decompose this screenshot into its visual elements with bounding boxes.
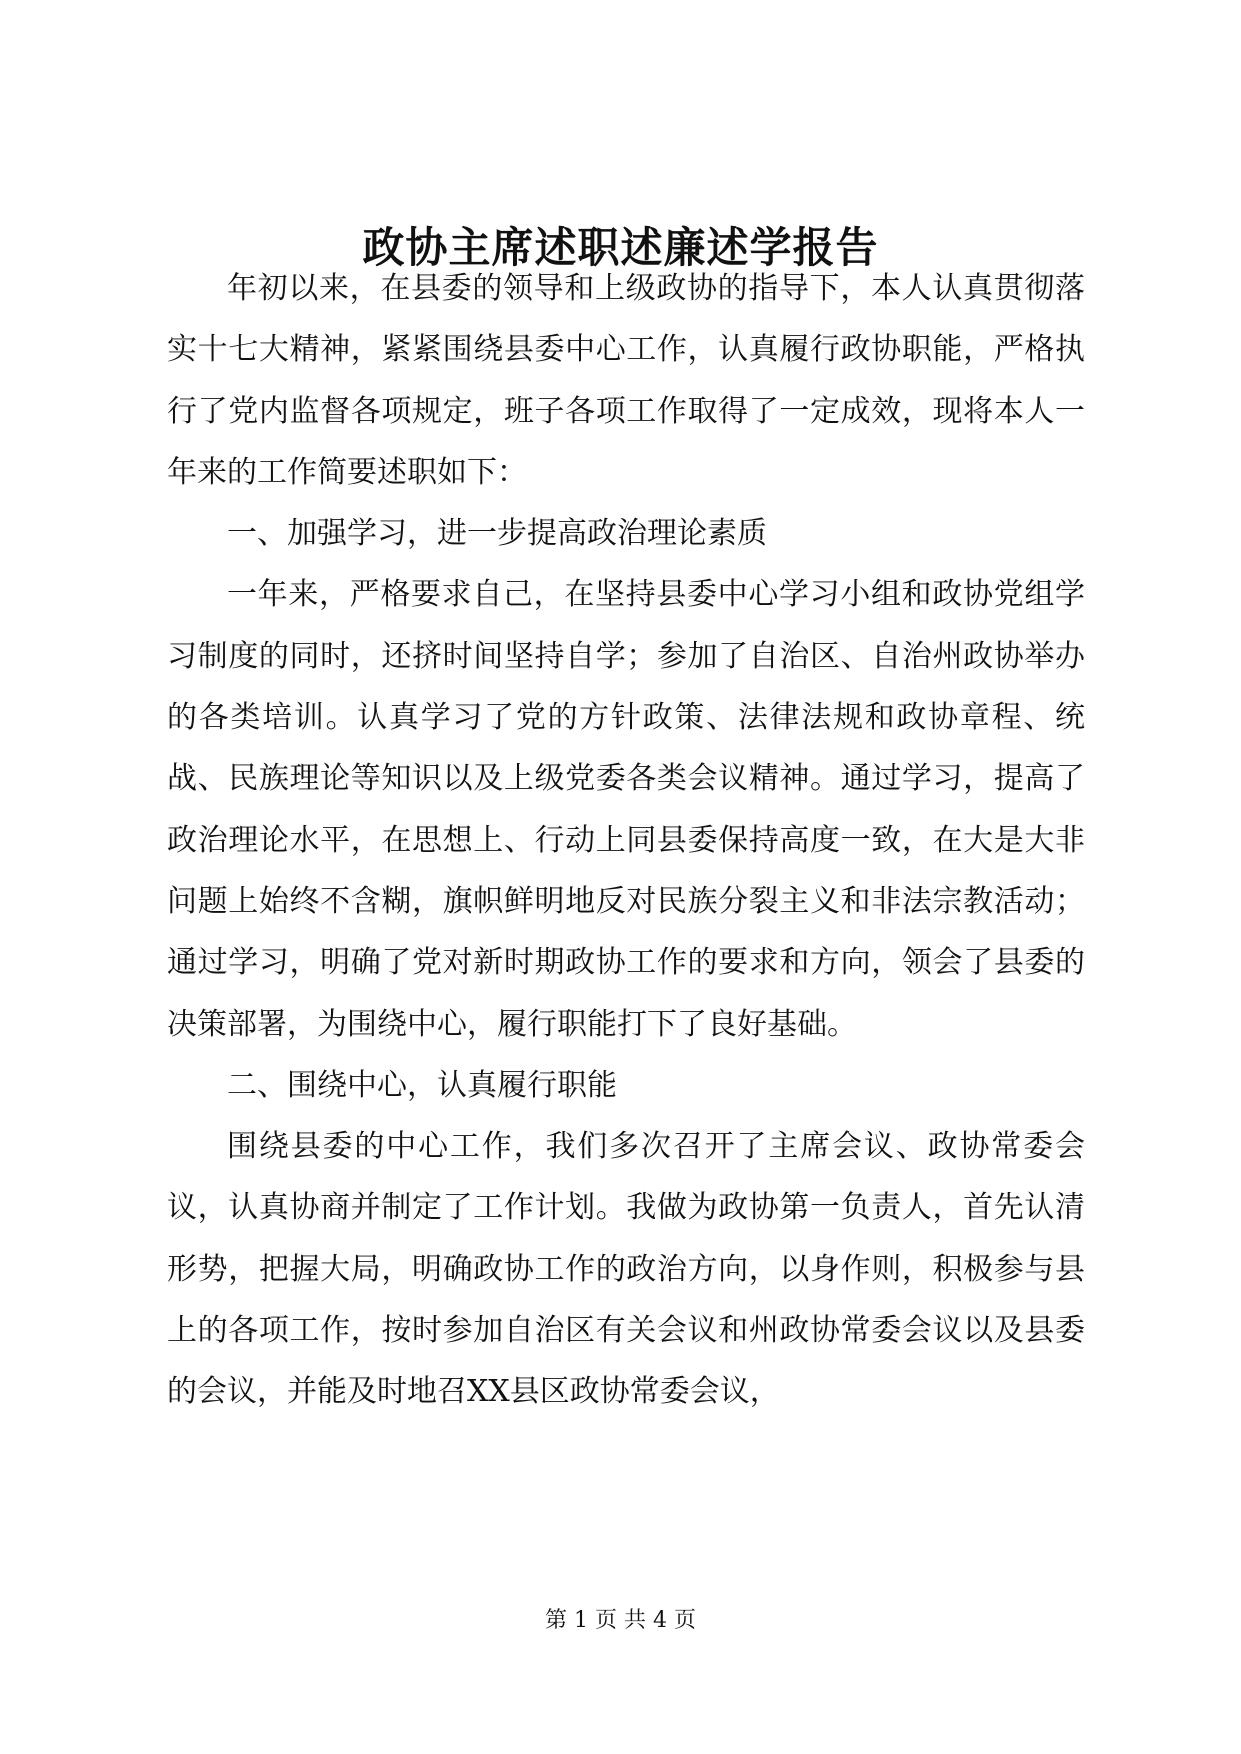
paragraph-duties: 围绕县委的中心工作，我们多次召开了主席会议、政协常委会议，认真协商并制定了工作计划。我做为政协第一负责人，首先认清形势，把握大局，明确政协工作的政治方向，以身作则，积极参与县上的各项工作，按时参加自治区有关会议和州政协常委会议以及县委的会议，并能及时地召XX县区政协常委会议， xyxy=(167,1129,1085,1410)
document-title: 政协主席述职述廉述学报告 xyxy=(362,223,879,272)
paragraph-study: 一年来，严格要求自己，在坚持县委中心学习小组和政协党组学习制度的同时，还挤时间坚持自学；参加了自治区、自治州政协举办的各类培训。认真学习了党的方针政策、法律法规和政协章程、统战、民族理论等知识以及上级党委各类会议精神。通过学习，提高了政治理论水平，在思想上、行动上同县委保持高度一致，在大是大非问题上始终不含糊，旗帜鲜明地反对民族分裂主义和非法宗教活动；通过学习，明确了党对新时期政协工作的要求和方向，领会了县委的决策部署，为围绕中心，履行职能打下了良好基础。 xyxy=(167,577,1085,1042)
page-number-footer: 第 1 页 共 4 页 xyxy=(545,1608,696,1633)
section-heading-1: 一、加强学习，进一步提高政治理论素质 xyxy=(227,516,767,552)
document-body xyxy=(167,258,1085,1423)
paragraph-intro: 年初以来，在县委的领导和上级政协的指导下，本人认真贯彻落实十七大精神，紧紧围绕县委中心工作，认真履行政协职能，严格执行了党内监督各项规定，班子各项工作取得了一定成效，现将本人一年来的工作简要述职如下： xyxy=(167,271,1085,490)
section-heading-2: 二、围绕中心，认真履行职能 xyxy=(227,1067,617,1103)
